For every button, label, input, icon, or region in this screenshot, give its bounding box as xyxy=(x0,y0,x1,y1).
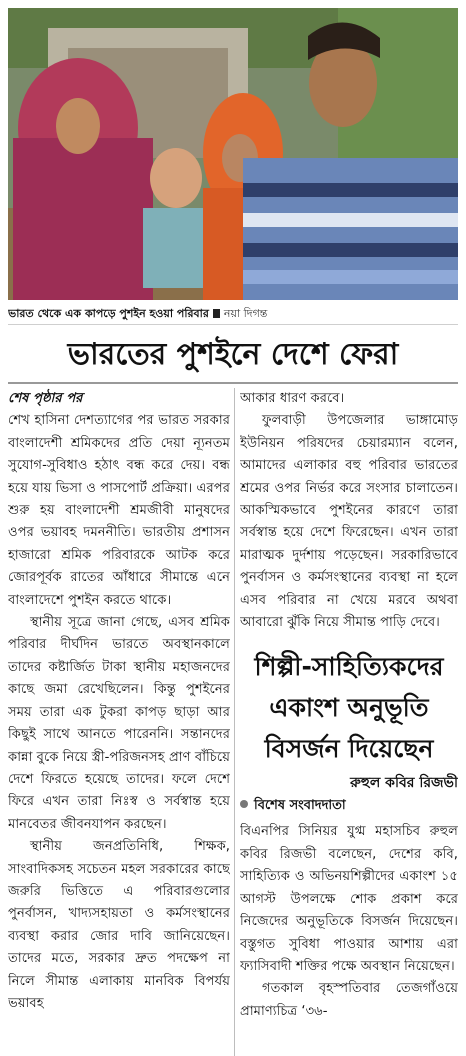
headline-rule xyxy=(8,382,458,384)
left-column xyxy=(8,388,230,1056)
article-paragraph: স্থানীয় সূত্রে জানা গেছে, এসব শ্রমিক পরিবার দীর্ঘদিন ভারতে অবস্থানকালে তাদের কষ্টার্জিত টাকা স্থানীয় মহাজনদের কাছে জমা রেখেছিলেন। কিন্তু পুশইনের সময় তারা এক টুকরা কাপড় ছাড়া আর কিছুই সাথে আনতে পারেননি। সন্তানদের কান্না বুকে নিয়ে স্ত্রী-পরিজনসহ প্রাণ বাঁচিয়ে দেশে ফিরতে হয়েছে তাদের। ফলে দেশে ফিরে এখন তারা নিঃস্ব ও সর্বস্বান্ত হয়ে মানবেতর জীবনযাপন করছেন। xyxy=(8,615,230,832)
article-paragraph: বিএনপির সিনিয়র যুগ্ম মহাসচিব রুহুল কবির রিজভী বলেছেন, দেশের কবি, সাহিত্যিক ও অভিনয়শিল্পীদের একাংশ ১৫ আগস্ট উপলক্ষে শোক প্রকাশ করে নিজেদের অনুভূতিকে বিসর্জন দিয়েছেন। বস্তুগত সুবিধা পাওয়ার আশায় এরা ফ্যাসিবাদী শক্তির পক্ষে অবস্থান নিয়েছেন। xyxy=(240,824,458,974)
column-divider xyxy=(234,388,235,1056)
article-paragraph: শেখ হাসিনা দেশত্যাগের পর ভারত সরকার বাংলাদেশী শ্রমিকদের প্রতি দেয়া ন্যূনতম সুযোগ-সুবিধাও হঠাৎ বন্ধ করে দেয়। বন্ধ হয়ে যায় ভিসা ও পাসপোর্ট প্রক্রিয়া। এরপর শুরু হয় বাংলাদেশী শ্রমজীবী মানুষদের ওপর ভয়াবহ দমননীতি। ভারতীয় প্রশাসন হাজারো শ্রমিক পরিবারকে আটক করে জোরপূর্বক রাতের আঁধারে সীমান্তে এনে বাংলাদেশে পুশইন করতে থাকে। xyxy=(8,413,230,608)
second-story-headline: শিল্পী-সাহিত্যিকদের একাংশ অনুভূতি বিসর্জন দিয়েছেন xyxy=(254,652,444,764)
bullet-icon xyxy=(240,800,248,808)
news-photo xyxy=(8,8,458,300)
right-column xyxy=(240,388,458,1056)
article-paragraph: গতকাল বৃহস্পতিবার তেজগাঁওয়ে প্রামাণ্যচিত্র ‘৩৬- xyxy=(240,981,458,1019)
main-headline: ভারতের পুশইনে দেশে ফেরা xyxy=(67,337,399,372)
article-paragraph: ফুলবাড়ী উপজেলার ভাঙ্গামোড় ইউনিয়ন পরিষদের চেয়ারম্যান বলেন, আমাদের এলাকার বহু পরিবার ভারতের শ্রমের ওপর নির্ভর করে সংসার চালাতেন। আকস্মিকভাবে পুশইনের কারণে তারা সর্বস্বান্ত হয়ে দেশে ফিরেছেন। এখন তারা মারাত্মক দুর্দশায় পড়েছেন। সরকারিভাবে পুনর্বাসন ও কর্মসংস্থানের ব্যবস্থা না হলে এসব পরিবার না খেয়ে মরবে অথবা আবারো ঝুঁকি নিয়ে সীমান্ত পাড়ি দেবে। xyxy=(240,413,458,631)
reporter-credit-label: বিশেষ সংবাদদাতা xyxy=(254,798,346,814)
separator-block xyxy=(213,309,220,318)
caption-source: নয়া দিগন্ত xyxy=(223,307,268,320)
continued-kicker: শেষ পৃষ্ঠার পর xyxy=(8,391,83,406)
article-paragraph: স্থানীয় জনপ্রতিনিধি, শিক্ষক, সাংবাদিকসহ সচেতন মহল সরকারের কাছে জরুরি ভিত্তিতে এ পরিবারগুলোর পুনর্বাসন, খাদ্যসহায়তা ও কর্মসংস্থানের ব্যবস্থা করার জোর দাবি জানিয়েছেন। তাদের মতে, সরকার দ্রুত পদক্ষেপ না নিলে সীমান্ত এলাকায় মানবিক বিপর্যয় ভয়াবহ xyxy=(8,839,230,1011)
article-paragraph: আকার ধারণ করবে। xyxy=(240,391,345,406)
photo-caption xyxy=(8,304,458,325)
story-byline: রুহুল কবির রিজভী xyxy=(350,775,458,792)
caption-text: ভারত থেকে এক কাপড়ে পুশইন হওয়া পরিবার xyxy=(8,307,209,320)
reporter-credit xyxy=(240,795,458,817)
